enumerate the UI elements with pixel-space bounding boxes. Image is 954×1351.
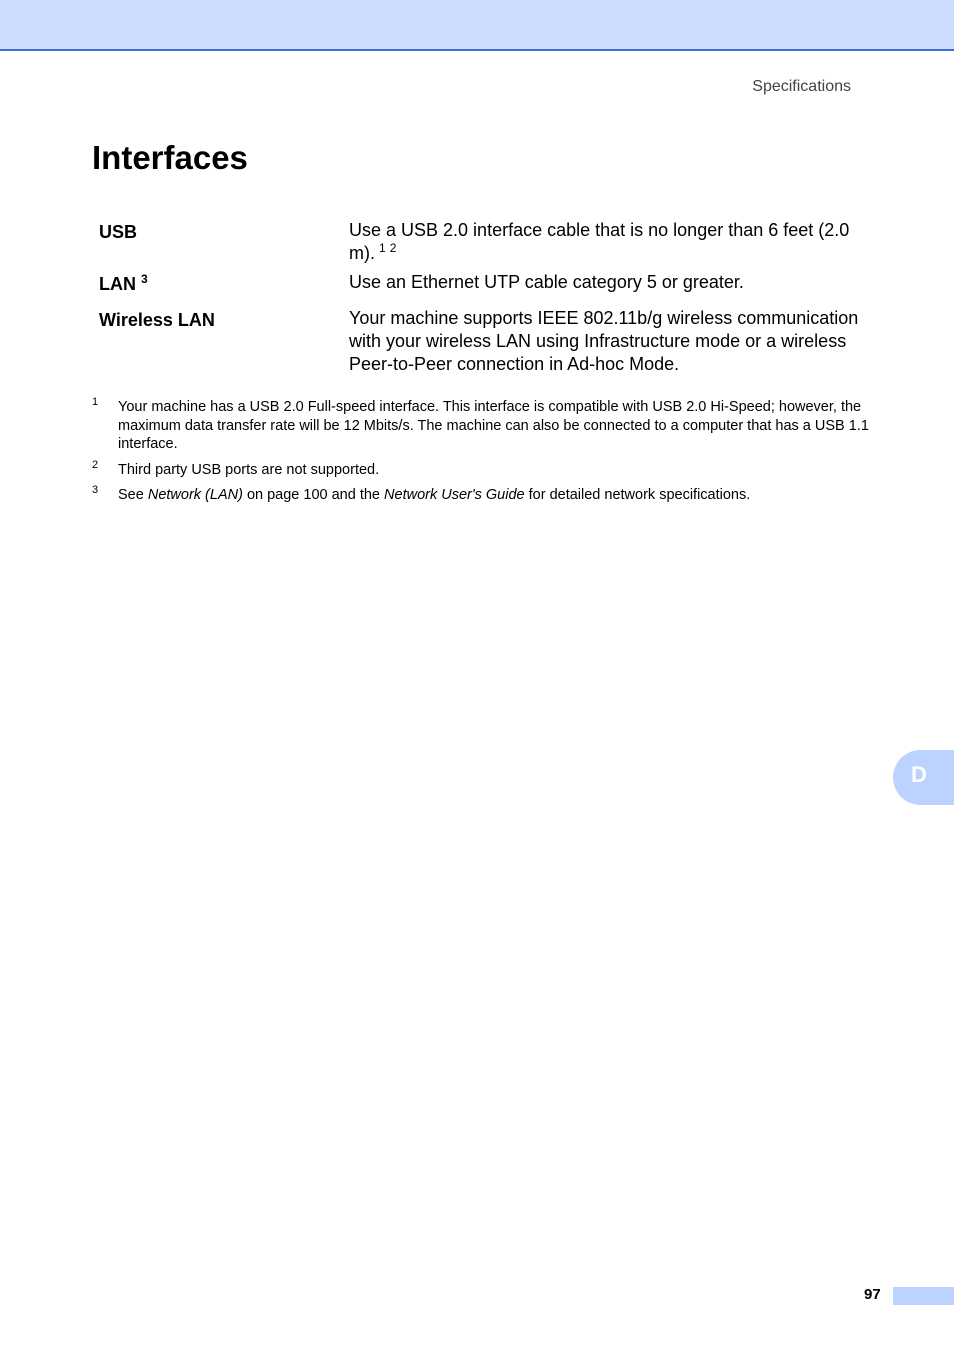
chapter-side-tab[interactable] [893,750,954,805]
top-header-band [0,0,954,51]
spec-value-wireless-lan: Your machine supports IEEE 802.11b/g wireless communication with your wireless LAN using Infrastructure mode or a wireless Peer-to-Peer connection in Ad-hoc Mode. [349,308,859,374]
link-network-lan[interactable]: Network (LAN) [147,487,243,503]
footnote-text: Third party USB ports are not supported. [118,461,380,478]
footnotes [90,398,890,512]
link-network-users-guide[interactable]: Network User's Guide [384,487,525,503]
footnote-number: 1 [92,396,99,408]
spec-table [99,219,889,376]
footnote-text: Your machine has a USB 2.0 Full-speed interface. This interface is compatible with USB 2.0 Hi-Speed; however, the maximum data transfer rate will be 12 Mbits/s. The machine can also be connected to a computer that has a USB 1.1 interface. [118,399,869,452]
footnote-1 [90,398,890,454]
spec-row-lan [99,271,889,307]
footnote-2 [90,458,890,480]
footnote-text: See Network (LAN) on page 100 and the Network User's Guide for detailed network specifications. [118,487,751,503]
page-title: Interfaces [92,139,248,176]
spec-row-usb [99,219,889,271]
page-number-tab [893,1287,954,1305]
spec-label-usb: USB [99,222,138,242]
spec-value-usb: Use a USB 2.0 interface cable that is no longer than 6 feet (2.0 m). $^1$ $^2$ [349,220,850,263]
chapter-letter: D [911,762,927,787]
spec-value-lan: Use an Ethernet UTP cable category 5 or greater. [349,272,744,292]
footnote-ref-1[interactable]: 1 [379,241,386,255]
footnote-number: 2 [92,458,99,471]
spec-label-lan: LAN $^3$ [99,272,148,294]
running-head: Specifications [752,78,851,95]
footnote-3 [90,486,890,505]
spec-label-wireless-lan: Wireless LAN [99,310,215,330]
spec-row-wireless-lan [99,307,889,376]
page-number: 97 [864,1286,881,1303]
footnote-ref-3[interactable]: 3 [141,272,148,286]
footnote-number: 3 [92,484,99,496]
footnote-ref-2[interactable]: 2 [389,241,397,255]
